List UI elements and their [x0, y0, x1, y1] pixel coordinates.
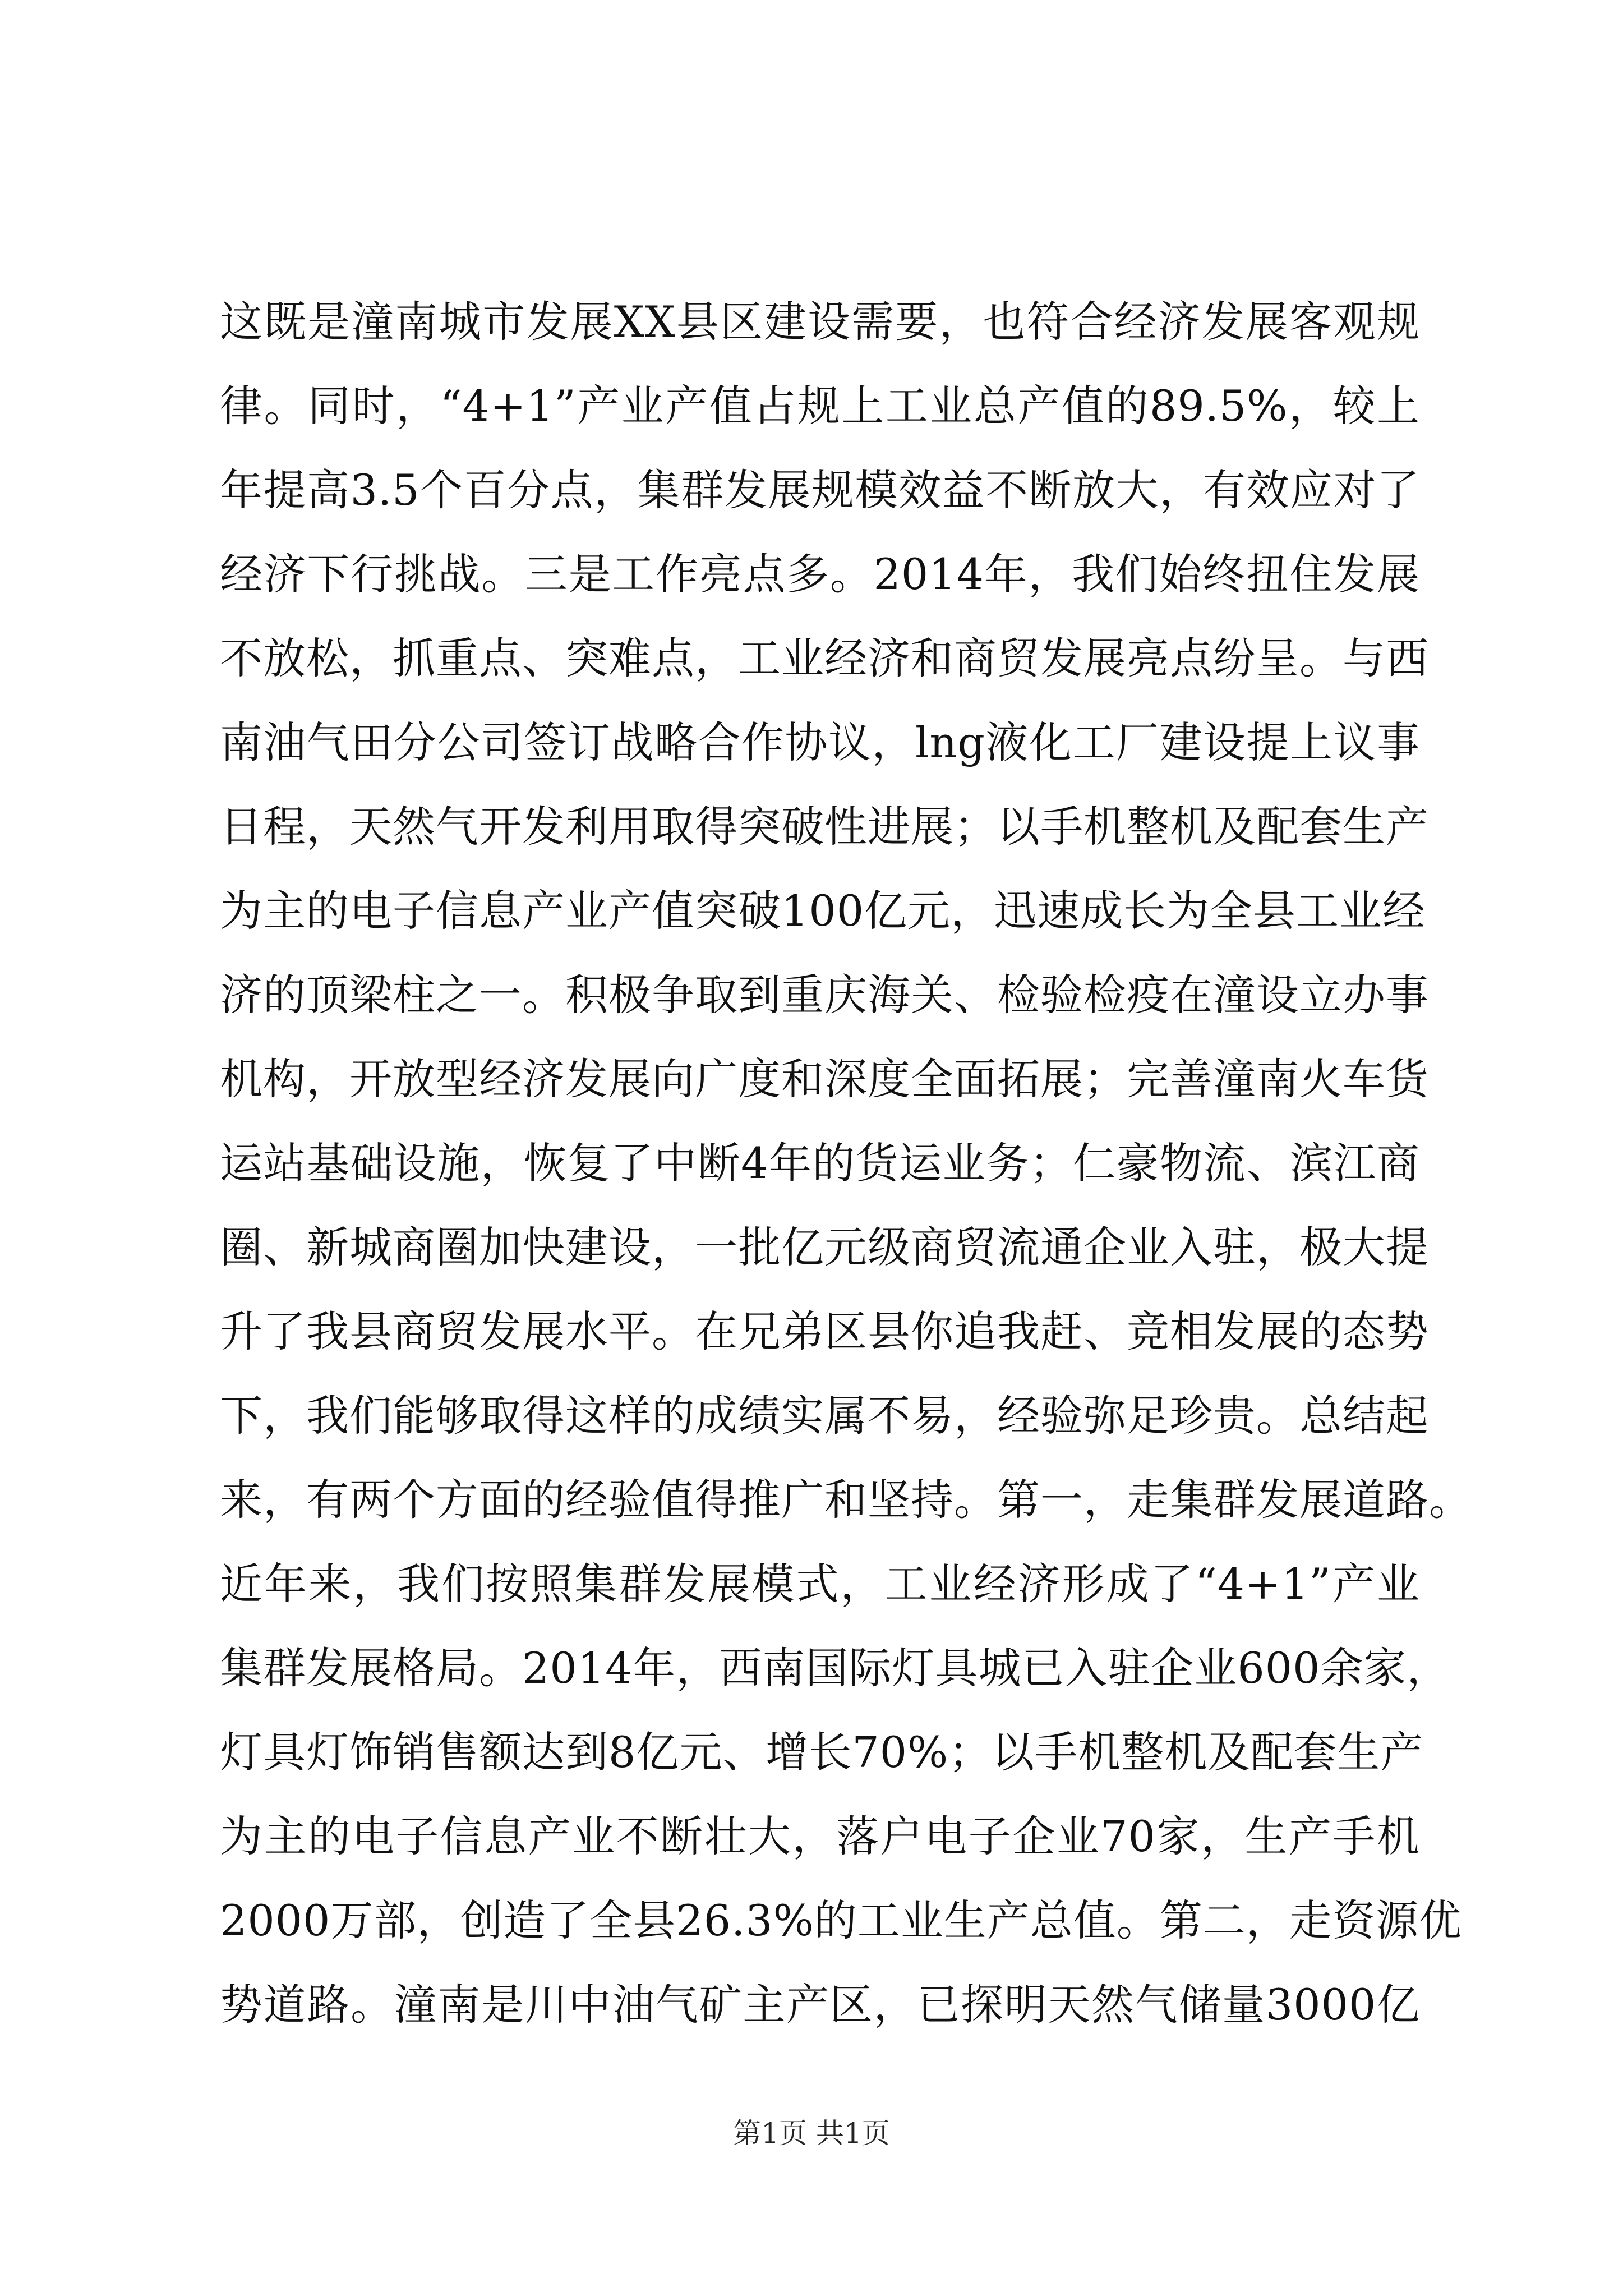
text-line: 济的顶梁柱之一。积极争取到重庆海关、检验检疫在潼设立办事 [220, 970, 1429, 1020]
page-footer: 第1页 共1页 [733, 2117, 890, 2150]
text-line: 圈、新城商圈加快建设，一批亿元级商贸流通企业入驻，极大提 [220, 1222, 1429, 1272]
text-line: 南油气田分公司签订战略合作协议，lng液化工厂建设提上议事 [220, 717, 1420, 767]
text-line: 不放松，抓重点、突难点，工业经济和商贸发展亮点纷呈。与西 [220, 633, 1429, 683]
text-line: 势道路。潼南是川中油气矿主产区，已探明天然气储量3000亿 [220, 1980, 1420, 2030]
text-line: 为主的电子信息产业不断壮大，落户电子企业70家，生产手机 [220, 1811, 1420, 1861]
text-line: 灯具灯饰销售额达到8亿元、增长70%；以手机整机及配套生产 [220, 1727, 1424, 1777]
text-line: 律。同时，“4+1”产业产值占规上工业总产值的89.5%，较上 [220, 381, 1420, 431]
text-line: 经济下行挑战。三是工作亮点多。2014年，我们始终扭住发展 [220, 549, 1420, 599]
text-line: 日程，天然气开发利用取得突破性进展；以手机整机及配套生产 [220, 802, 1429, 852]
text-line: 升了我县商贸发展水平。在兄弟区县你追我赶、竞相发展的态势 [220, 1306, 1429, 1356]
text-line: 机构，开放型经济发展向广度和深度全面拓展；完善潼南火车货 [220, 1054, 1429, 1104]
text-line: 近年来，我们按照集群发展模式，工业经济形成了“4+1”产业 [220, 1559, 1420, 1609]
text-line: 运站基础设施，恢复了中断4年的货运业务；仁豪物流、滨江商 [220, 1138, 1420, 1188]
text-line: 下，我们能够取得这样的成绩实属不易，经验弥足珍贵。总结起 [220, 1391, 1429, 1441]
text-line: 这既是潼南城市发展XX县区建设需要，也符合经济发展客观规 [220, 297, 1420, 347]
text-line: 集群发展格局。2014年，西南国际灯具城已入驻企业600余家， [220, 1643, 1450, 1693]
text-line: 年提高3.5个百分点，集群发展规模效益不断放大，有效应对了 [220, 465, 1420, 515]
body-text [220, 280, 1472, 2047]
text-line: 为主的电子信息产业产值突破100亿元，迅速成长为全县工业经 [220, 886, 1426, 936]
text-line: 来，有两个方面的经验值得推广和坚持。第一，走集群发展道路。 [220, 1475, 1472, 1525]
text-line: 2000万部，创造了全县26.3%的工业生产总值。第二，走资源优 [220, 1895, 1462, 1945]
